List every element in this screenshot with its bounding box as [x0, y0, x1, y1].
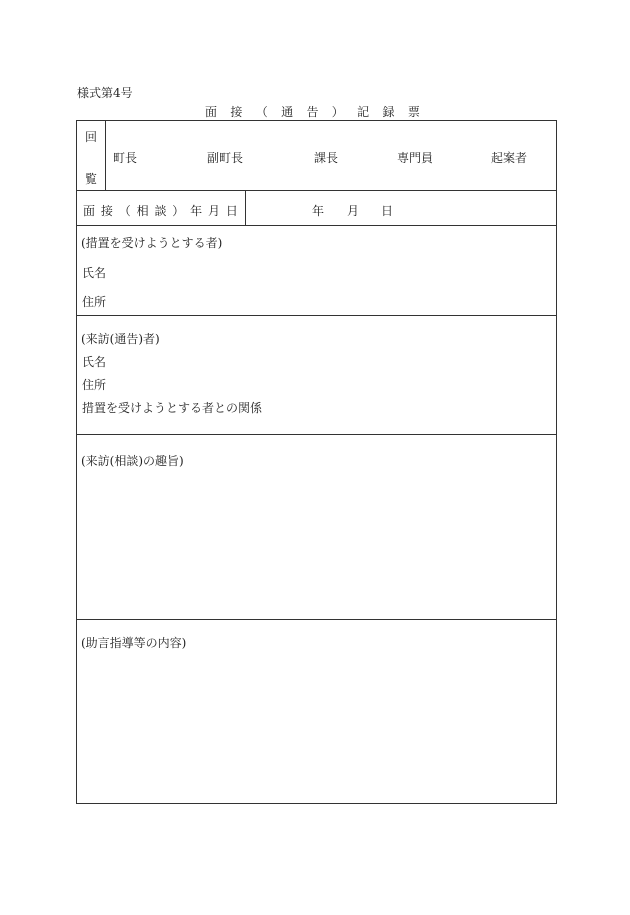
title-char: 記 [357, 105, 370, 119]
title-char: 通 [281, 105, 294, 119]
label-char: 相 [136, 204, 149, 218]
label-char: 接 [100, 204, 113, 218]
title-char: 面 [205, 105, 218, 119]
title-char: 告 [306, 105, 319, 119]
visitor-relation-label: 措置を受けようとする者との関係 [82, 401, 263, 415]
title-char: 録 [382, 105, 395, 119]
circulation-label-top: 回 [85, 130, 98, 144]
row-divider [76, 315, 557, 316]
form-number: 様式第4号 [77, 86, 133, 100]
label-char: 月 [208, 204, 221, 218]
visitor-address-label: 住所 [82, 378, 107, 392]
date-label-divider [245, 190, 246, 225]
row-divider [76, 225, 557, 226]
circulation-label-bottom: 覧 [85, 172, 98, 186]
label-char: ） [172, 204, 185, 218]
visitor-name-label: 氏名 [82, 355, 107, 369]
role-drafter: 起案者 [491, 151, 528, 165]
row-divider [76, 434, 557, 435]
row-divider [76, 190, 557, 191]
role-section-chief: 課長 [314, 151, 339, 165]
label-char: 面 [83, 204, 96, 218]
title-char: 接 [230, 105, 243, 119]
advice-heading: (助言指導等の内容) [81, 636, 187, 650]
role-deputy-mayor: 副町長 [207, 151, 244, 165]
title-char: ） [331, 105, 344, 119]
subject-person-heading: (措置を受けようとする者) [81, 236, 223, 250]
subject-name-label: 氏名 [82, 266, 107, 280]
title-char: 票 [407, 105, 420, 119]
date-year-label: 年 [312, 204, 325, 218]
subject-address-label: 住所 [82, 295, 107, 309]
circulation-label-divider [105, 120, 106, 190]
interview-date-label [83, 202, 238, 219]
form-title [205, 103, 420, 120]
row-divider [76, 619, 557, 620]
title-char: （ [255, 105, 268, 119]
role-specialist: 専門員 [397, 151, 434, 165]
label-char: 年 [190, 204, 203, 218]
label-char: （ [118, 204, 131, 218]
date-day-label: 日 [381, 204, 394, 218]
role-mayor: 町長 [113, 151, 138, 165]
purpose-heading: (来訪(相談)の趣旨) [81, 454, 184, 468]
visitor-heading: (来訪(通告)者) [81, 332, 160, 346]
date-month-label: 月 [347, 204, 360, 218]
label-char: 日 [225, 204, 238, 218]
label-char: 談 [154, 204, 167, 218]
